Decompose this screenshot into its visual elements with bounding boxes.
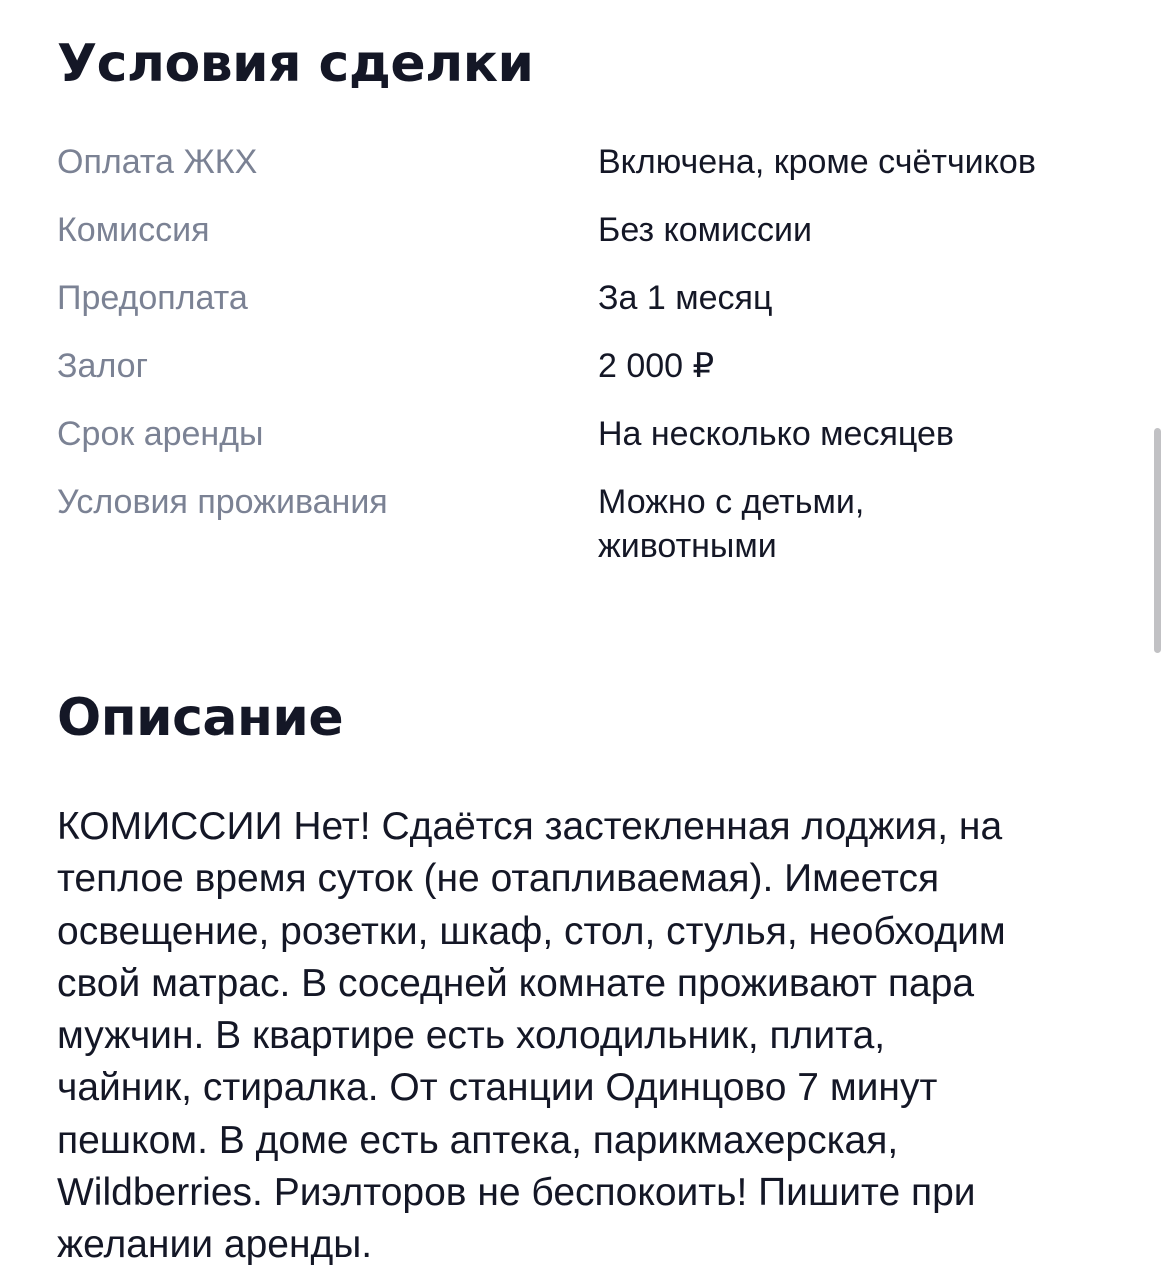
deal-terms-list [57,140,1147,592]
term-value [598,480,1147,568]
term-value-line: Без комиссии [598,211,813,249]
term-row-rental-period [57,412,1147,456]
description-line: чайник, стиралка. От станции Одинцово 7 минут [57,1066,938,1110]
term-row-deposit [57,344,1147,388]
description-line: желании аренды. [57,1223,373,1267]
description-line: освещение, розетки, шкаф, стол, стулья, необходим [57,909,1006,953]
description-text [57,801,1137,1272]
term-row-utilities [57,140,1147,184]
term-row-commission [57,208,1147,252]
term-value-line: На несколько месяцев [598,415,954,453]
term-value [598,276,1147,320]
term-label: Комиссия [57,211,210,249]
deal-terms-title: Условия сделки [57,34,534,94]
description-line: теплое время суток (не отапливаемая). Имеется [57,857,940,901]
term-value [598,140,1147,184]
description-line: КОМИССИИ Нет! Сдаётся застекленная лоджия, на [57,805,1003,848]
term-value-line: 2 000 ₽ [598,347,715,385]
term-label: Условия проживания [57,483,388,521]
description-line: мужчин. В квартире есть холодильник, плита, [57,1014,886,1058]
term-label: Оплата ЖКХ [57,143,258,181]
term-value-line: За 1 месяц [598,279,773,317]
scrollbar-thumb[interactable] [1154,428,1161,653]
term-value [598,412,1147,456]
term-value-line: животными [598,527,777,565]
description-line: свой матрас. В соседней комнате проживают пара [57,961,975,1005]
term-row-living-conditions [57,480,1147,568]
term-value-line: Включена, кроме счётчиков [598,143,1036,181]
term-row-prepayment [57,276,1147,320]
term-label: Предоплата [57,279,248,317]
term-label: Залог [57,347,148,385]
term-value [598,344,1147,388]
term-value-line: Можно с детьми, [598,483,865,521]
description-title: Описание [57,688,344,748]
description-line: пешком. В доме есть аптека, парикмахерская, [57,1118,899,1162]
term-value [598,208,1147,252]
description-line: Wildberries. Риэлторов не беспокоить! Пишите при [57,1171,976,1215]
term-label: Срок аренды [57,415,264,453]
